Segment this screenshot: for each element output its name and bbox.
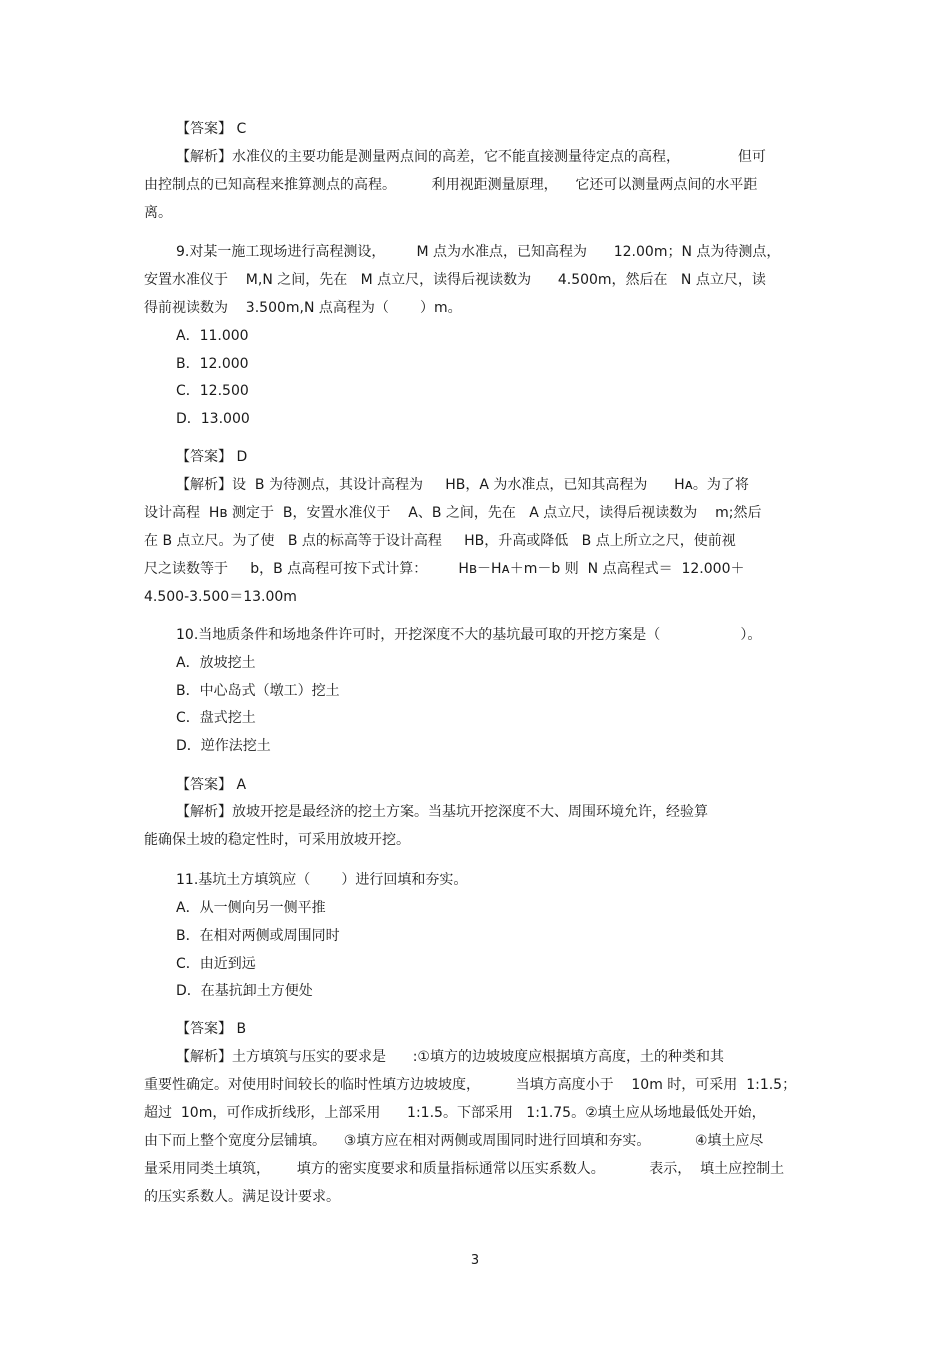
text-line: A．从一侧向另一侧平推 <box>176 900 326 916</box>
text-line: 【答案】 C <box>176 121 247 137</box>
text-line: 在 B 点立尺。为了使 B 点的标高等于设计高程 HB，升高或降低 B 点上所立之尺，使前视 <box>144 533 736 549</box>
text-line: 超过 10m，可作成折线形，上部采用 1:1.5。下部采用 1:1.75。②填土应从场地最低处开始， <box>144 1105 766 1121</box>
text-line: 4.500-3.500＝13.00m <box>144 589 297 605</box>
page-number: 3 <box>470 1253 480 1268</box>
text-line: 【解析】放坡开挖是最经济的挖土方案。当基坑开挖深度不大、周围环境允许，经验算 <box>176 804 708 820</box>
text-line: D．逆作法挖土 <box>176 738 271 754</box>
text-line: 【解析】水准仪的主要功能是测量两点间的高差，它不能直接测量待定点的高程， 但可 <box>176 149 766 165</box>
text-line: 离。 <box>144 205 172 221</box>
text-line: B．中心岛式（墩工）挖土 <box>176 683 340 699</box>
text-line: 【解析】土方填筑与压实的要求是 :①填方的边坡坡度应根据填方高度，土的种类和其 <box>176 1049 724 1065</box>
text-line: 【解析】设 B 为待测点，其设计高程为 HB，A 为水准点，已知其高程为 Hᴀ。为了将 <box>176 477 749 493</box>
text-line: 的压实系数人。满足设计要求。 <box>144 1189 340 1205</box>
text-line: 由控制点的已知高程来推算测点的高程。 利用视距测量原理， 它还可以测量两点间的水平距 <box>144 177 758 193</box>
text-line: 得前视读数为 3.500m,N 点高程为（ ）m。 <box>144 300 462 316</box>
text-line: 9.对某一施工现场进行高程测设， M 点为水准点，已知高程为 12.00m；N 点为待测点， <box>176 244 781 260</box>
text-line: 11.基坑土方填筑应（ ）进行回填和夯实。 <box>176 872 468 888</box>
text-line: A．11.000 <box>176 328 249 344</box>
text-line: 量采用同类土填筑， 填方的密实度要求和质量指标通常以压实系数人。 表示， 填土应控制土 <box>144 1161 785 1177</box>
text-line: 【答案】 A <box>176 777 247 793</box>
text-line: C．由近到远 <box>176 956 256 972</box>
text-line: 由下而上整个宽度分层铺填。 ③填方应在相对两侧或周围同时进行回填和夯实。 ④填土应尽 <box>144 1133 764 1149</box>
text-line: 尺之读数等于 b，B 点高程可按下式计算： Hʙ－Hᴀ＋m－b 则 N 点高程式＝ 12.000＋ <box>144 561 745 577</box>
text-line: B．12.000 <box>176 356 249 372</box>
text-line: 安置水准仪于 M,N 之间，先在 M 点立尺，读得后视读数为 4.500m，然后在 N 点立尺，读 <box>144 272 766 288</box>
text-line: C．盘式挖土 <box>176 710 256 726</box>
text-line: B．在相对两侧或周围同时 <box>176 928 340 944</box>
text-line: C．12.500 <box>176 383 249 399</box>
text-line: 重要性确定。对使用时间较长的临时性填方边坡坡度， 当填方高度小于 10m 时，可采用 1:1.5； <box>144 1077 797 1093</box>
text-line: D．在基抗卸土方便处 <box>176 983 313 999</box>
text-line: A．放坡挖土 <box>176 655 256 671</box>
text-line: 能确保土坡的稳定性时，可采用放坡开挖。 <box>144 832 410 848</box>
text-line: 【答案】 D <box>176 449 248 465</box>
text-line: 10.当地质条件和场地条件许可时，开挖深度不大的基坑最可取的开挖方案是（ ）。 <box>176 627 762 643</box>
text-line: D．13.000 <box>176 411 250 427</box>
text-line: 设计高程 Hʙ 测定于 B，安置水准仪于 A、B 之间，先在 A 点立尺，读得后视读数为 m;然后 <box>144 505 762 521</box>
text-line: 【答案】 B <box>176 1021 247 1037</box>
